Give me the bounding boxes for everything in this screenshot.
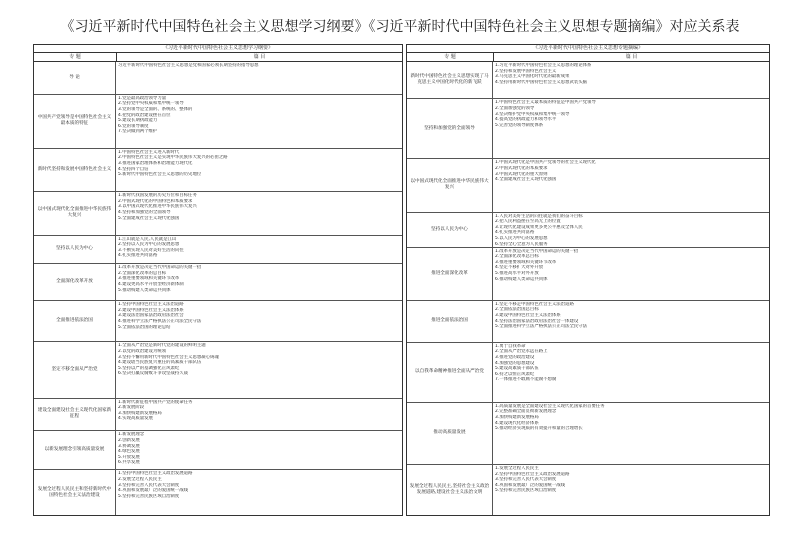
- right-row-item: 2.全面从严治党永远在路上: [495, 349, 548, 355]
- left-row-chapter: 建设全面建设社会主义现代化国家新征程: [34, 399, 116, 431]
- left-table-row: [34, 192, 402, 235]
- right-row-item: 4.加强党的思想建设: [495, 360, 535, 366]
- left-row-item: 1.江山就是人民,人民就是江山: [118, 236, 177, 242]
- right-table-row: [407, 213, 769, 248]
- right-row-item: 4.坚定不移扩大对外开放: [495, 265, 544, 271]
- right-row-item: 6.持之以恒正风肃纪: [495, 371, 535, 377]
- right-row-item: 4.巩固和发展最广泛的爱国统一战线: [495, 482, 566, 488]
- left-row-item: 4.建设更高水平开放型经济新体制: [118, 281, 184, 287]
- left-row-item: 7.坚决做到两个维护: [118, 129, 158, 135]
- right-col-chapter: 专 题: [407, 53, 494, 61]
- left-row-item: 3.协调发展: [118, 443, 140, 449]
- right-row-item: 2.坚持和发展中国特色社会主义: [495, 68, 557, 74]
- right-row-chapter: 坚持和加强党的全面领导: [407, 99, 493, 158]
- left-table-row: [34, 470, 402, 515]
- right-table: [406, 44, 770, 516]
- right-row-items: [493, 159, 769, 211]
- left-table-row: [34, 95, 402, 149]
- left-row-item: 2.创新发展: [118, 437, 140, 443]
- right-row-item: 2.坚持中国特色社会主义政治发展道路: [495, 471, 570, 477]
- right-table-row: [407, 403, 769, 465]
- right-row-item: 1.发展全过程人民民主: [495, 466, 539, 472]
- right-table-row: [407, 99, 769, 159]
- right-row-item: 7.一体推进不敢腐不能腐不想腐: [495, 377, 557, 383]
- left-row-item: 1.新发展理念: [118, 432, 145, 438]
- right-row-items: [493, 62, 769, 98]
- right-row-item: 4.提高党的执政能力和领导水平: [495, 117, 557, 123]
- left-row-item: 2.以党的政治建设为统领: [118, 349, 167, 355]
- left-row-item: 2.坚持以人民为中心的发展思想: [118, 242, 180, 248]
- right-table-row: [407, 62, 769, 99]
- right-row-item: 5.推动经济实现质的有效提升和量的合理增长: [495, 426, 583, 432]
- left-row-item: 3.坚持不懈用新时代中国特色社会主义思想凝心铸魂: [118, 354, 219, 360]
- right-row-item: 3.加快构建新发展格局: [495, 414, 539, 420]
- left-table-row: [34, 236, 402, 265]
- left-row-item: 6.共享发展: [118, 460, 140, 466]
- left-row-items: [116, 95, 402, 148]
- left-row-chapter: 以新发展理念引领高质量发展: [34, 431, 116, 469]
- right-row-items: [493, 213, 769, 247]
- left-row-item: 5.新时代中国特色社会主义思想的历史地位: [118, 172, 202, 178]
- left-row-item: 3.推进重要领域和关键环节改革: [118, 276, 180, 282]
- right-row-item: 1.勇于自我革命: [495, 343, 526, 349]
- right-table-caption: [407, 45, 769, 53]
- right-row-item: 4.建设现代化经济体系: [495, 420, 539, 426]
- right-col-item: 篇 目: [625, 54, 638, 60]
- right-row-chapter: 以自我革命精神推进全面从严治党: [407, 343, 493, 402]
- left-row-item: 5.全面建成社会主义现代化强国: [118, 215, 180, 221]
- left-table-row: [34, 431, 402, 470]
- right-row-chapter: 推动高质量发展: [407, 403, 493, 464]
- right-table-row: [407, 248, 769, 301]
- left-row-item: 4.扎实推进共同富裕: [118, 253, 158, 259]
- left-table-row: [34, 264, 402, 301]
- left-row-item: 5.全面依法治国的理论总结: [118, 324, 171, 330]
- left-row-item: 2.坚持党中央权威和集中统一领导: [118, 101, 184, 107]
- left-row-chapter: 全面深化改革开放: [34, 264, 116, 300]
- left-row-item: 3.建设法治国家法治政府法治社会: [118, 313, 184, 319]
- left-row-chapter: 坚定不移全面从严治党: [34, 342, 116, 397]
- left-table: [33, 44, 403, 516]
- left-row-item: 5.开放发展: [118, 454, 140, 460]
- right-row-item: 4.坚持法治国家法治政府法治社会一体建设: [495, 318, 579, 324]
- left-row-chapter: 导 论: [34, 62, 116, 94]
- left-table-caption: [34, 45, 402, 53]
- right-table-body: [407, 62, 769, 515]
- left-row-item: 3.坚持和完善人民代表大会制度: [118, 482, 180, 488]
- right-row-items: [493, 99, 769, 158]
- right-row-item: 2.全面依法治国总目标: [495, 307, 539, 313]
- left-row-item: 1.新时代我国发展的历史方位和目标任务: [118, 193, 197, 199]
- left-row-item: 3.加快构建新发展格局: [118, 410, 162, 416]
- left-row-item: 3.党的领导是全面的、系统的、整体的: [118, 106, 193, 112]
- right-row-chapter: 发展全过程人民民主,坚持社会主义政治发展道路,建设社会主义法治文明: [407, 465, 493, 515]
- right-row-item: 1.改革开放是决定当代中国命运的关键一招: [495, 248, 579, 254]
- right-row-item: 5.坚持和完善民族区域自治制度: [495, 488, 557, 494]
- left-table-body: [34, 62, 402, 515]
- right-row-item: 2.全面加强党的领导: [495, 105, 535, 111]
- right-row-item: 4.全面建成社会主义现代化强国: [495, 177, 557, 183]
- right-row-chapter: 坚持以人民为中心: [407, 213, 493, 247]
- right-row-item: 6.坚持全心全意为人民服务: [495, 241, 548, 247]
- left-row-item: 4.绿色发展: [118, 449, 140, 455]
- right-table-row: [407, 301, 769, 343]
- left-row-item: 4.坚持四个自信: [118, 166, 149, 172]
- right-row-item: 3.推进党的政治建设: [495, 354, 535, 360]
- left-row-item: 3.推进国家治理体系和治理能力现代化: [118, 160, 193, 166]
- left-row-chapter: 中国共产党领导是中国特色社会主义最本质的特征: [34, 95, 116, 148]
- right-row-item: 5.全面推进科学立法严格执法公正司法全民守法: [495, 324, 588, 330]
- right-row-item: 5.以人民为中心的发展思想: [495, 235, 548, 241]
- left-row-chapter: 新时代坚持和发展中国特色社会主义: [34, 149, 116, 191]
- left-row-item: 4.把党的政治建设摆在首位: [118, 112, 171, 118]
- left-table-row: [34, 399, 402, 432]
- left-row-items: [116, 431, 402, 469]
- left-row-chapter: 全面推进依法治国: [34, 301, 116, 341]
- left-row-item: 6.坚决打赢反腐败斗争攻坚战持久战: [118, 371, 189, 377]
- left-row-item: 1.全面从严治党是新时代党的建设的鲜明主题: [118, 343, 206, 349]
- right-row-item: 1.中国式现代化是中国共产党领导的社会主义现代化: [495, 160, 596, 166]
- left-table-row: [34, 149, 402, 192]
- left-row-chapter: 坚持以人民为中心: [34, 236, 116, 264]
- right-row-item: 3.中国式现代化的重大原则: [495, 171, 548, 177]
- right-row-items: [493, 465, 769, 515]
- page-title: 《习近平新时代中国特色社会主义思想学习纲要》《习近平新时代中国特色社会主义思想专题摘编》对应关系表: [60, 19, 740, 35]
- right-row-item: 2.完整准确全面贯彻新发展理念: [495, 409, 557, 415]
- left-row-chapter: 发展全过程人民民主和坚持新时代中国特色社会主义法治建设: [34, 470, 116, 515]
- left-row-item: 2.新发展阶段: [118, 405, 145, 411]
- right-caption-text: 《习近平新时代中国特色社会主义思想专题摘编》: [532, 45, 643, 51]
- right-row-item: 3.坚持和完善人民代表大会制度: [495, 477, 557, 483]
- left-row-item: 4.实现高质量发展: [118, 416, 153, 422]
- right-row-item: 2.把人民利益摆在至高无上的位置: [495, 219, 561, 225]
- right-row-item: 4.扎实推进共同富裕: [495, 230, 535, 236]
- left-row-item: 3.不断实现人民对美好生活的向往: [118, 247, 184, 253]
- right-row-item: 1.坚定不移走中国特色社会主义法治道路: [495, 301, 574, 307]
- left-row-item: 5.坚持以严的基调强化正风肃纪: [118, 365, 180, 371]
- left-row-items: [116, 236, 402, 264]
- left-row-item: 4.坚持和加强党的全面领导: [118, 209, 171, 215]
- right-row-items: [493, 343, 769, 402]
- left-row-item: 1.党是最高政治领导力量: [118, 95, 167, 101]
- right-row-items: [493, 301, 769, 342]
- right-column-headers: [407, 53, 769, 62]
- right-row-item: 5.建设高素质干部队伍: [495, 366, 539, 372]
- left-row-items: [116, 301, 402, 341]
- right-row-chapter: 推进全面依法治国: [407, 301, 493, 342]
- left-row-item: 1.新时代新征程中国共产党的使命任务: [118, 399, 193, 405]
- right-row-item: 1.人民对美好生活的向往就是我们的奋斗目标: [495, 213, 583, 219]
- left-row-items: [116, 149, 402, 191]
- right-row-chapter: 推进全面深化改革: [407, 248, 493, 300]
- left-row-item: 1.坚持中国特色社会主义政治发展道路: [118, 471, 193, 477]
- right-row-items: [493, 403, 769, 464]
- right-row-chapter: 以中国式现代化全面推进中华民族伟大复兴: [407, 159, 493, 211]
- left-row-item: 2.中国特色社会主义是实现中华民族伟大复兴的必由之路: [118, 155, 228, 161]
- left-caption-text: 《习近平新时代中国特色社会主义思想学习纲要》: [162, 45, 273, 51]
- right-row-item: 6.推动构建人类命运共同体: [495, 276, 548, 282]
- right-row-item: 1.习近平新时代中国特色社会主义思想的理论体系: [495, 63, 592, 68]
- left-row-item: 1.坚持中国特色社会主义法治道路: [118, 302, 184, 308]
- left-row-item: 习近平新时代中国特色社会主义思想是党和国家必须长期坚持的指导思想: [118, 63, 259, 68]
- left-row-item: 5.推动构建人类命运共同体: [118, 287, 171, 293]
- left-row-items: [116, 264, 402, 300]
- right-row-item: 4.坚持用新时代中国特色社会主义思想武装头脑: [495, 79, 588, 85]
- right-row-item: 5.完善党的领导制度体系: [495, 122, 544, 128]
- left-row-item: 6.党的领导制度: [118, 123, 149, 129]
- right-row-item: 2.全面深化改革总目标: [495, 254, 539, 260]
- comparison-tables: [33, 44, 770, 516]
- left-row-item: 2.全面深化改革的总目标: [118, 270, 167, 276]
- left-table-row: [34, 301, 402, 342]
- left-row-item: 4.推进科学立法严格执法公正司法全民守法: [118, 318, 202, 324]
- left-row-items: [116, 342, 402, 397]
- right-table-row: [407, 159, 769, 212]
- left-row-items: [116, 399, 402, 431]
- left-column-headers: [34, 53, 402, 62]
- right-row-item: 1.中国特色社会主义最本质的特征是中国共产党领导: [495, 100, 596, 106]
- right-row-item: 3.建设中国特色社会主义法治体系: [495, 313, 561, 319]
- left-row-item: 4.巩固和发展最广泛的爱国统一战线: [118, 488, 189, 494]
- right-row-item: 3.推进重要领域和关键环节改革: [495, 259, 557, 265]
- left-row-item: 1.中国特色社会主义进入新时代: [118, 149, 180, 155]
- left-row-items: [116, 192, 402, 234]
- right-row-item: 3.坚决维护党中央权威和集中统一领导: [495, 111, 570, 117]
- right-row-items: [493, 248, 769, 300]
- left-row-item: 2.中国式现代化的中国特色和本质要求: [118, 198, 193, 204]
- right-row-item: 3.马克思主义中国化时代化的最新成果: [495, 74, 570, 80]
- left-row-item: 5.建设长期执政能力: [118, 118, 158, 124]
- left-col-chapter: 专 题: [34, 53, 117, 61]
- right-table-row: [407, 343, 769, 403]
- right-row-item: 5.推进高水平对外开放: [495, 271, 539, 277]
- left-row-item: 5.坚持和完善民族区域自治制度: [118, 493, 180, 499]
- right-table-row: [407, 465, 769, 515]
- right-row-item: 2.中国式现代化的本质要求: [495, 165, 548, 171]
- left-row-item: 2.建设中国特色社会主义法治体系: [118, 307, 184, 313]
- left-row-item: 3.以中国式现代化推进中华民族伟大复兴: [118, 204, 197, 210]
- right-row-chapter: 新时代中国特色社会主义思想实现了马克思主义中国化时代化的新飞跃: [407, 62, 493, 98]
- left-row-item: 2.发展全过程人民民主: [118, 477, 162, 483]
- left-table-row: [34, 342, 402, 398]
- left-row-item: 1.改革开放是决定当代中国命运的关键一招: [118, 265, 202, 271]
- left-row-items: [116, 470, 402, 515]
- left-row-chapter: 以中国式现代化全面推进中华民族伟大复兴: [34, 192, 116, 234]
- right-row-item: 1.高质量发展是全面建设社会主义现代化国家的首要任务: [495, 403, 605, 409]
- left-table-row: [34, 62, 402, 95]
- left-row-item: 4.建设堪当民族复兴重任的高素质干部队伍: [118, 360, 202, 366]
- left-row-items: [116, 62, 402, 94]
- left-col-item: 篇 目: [253, 54, 266, 60]
- right-row-item: 3.让现代化建设成果更多更公平惠及全体人民: [495, 224, 583, 230]
